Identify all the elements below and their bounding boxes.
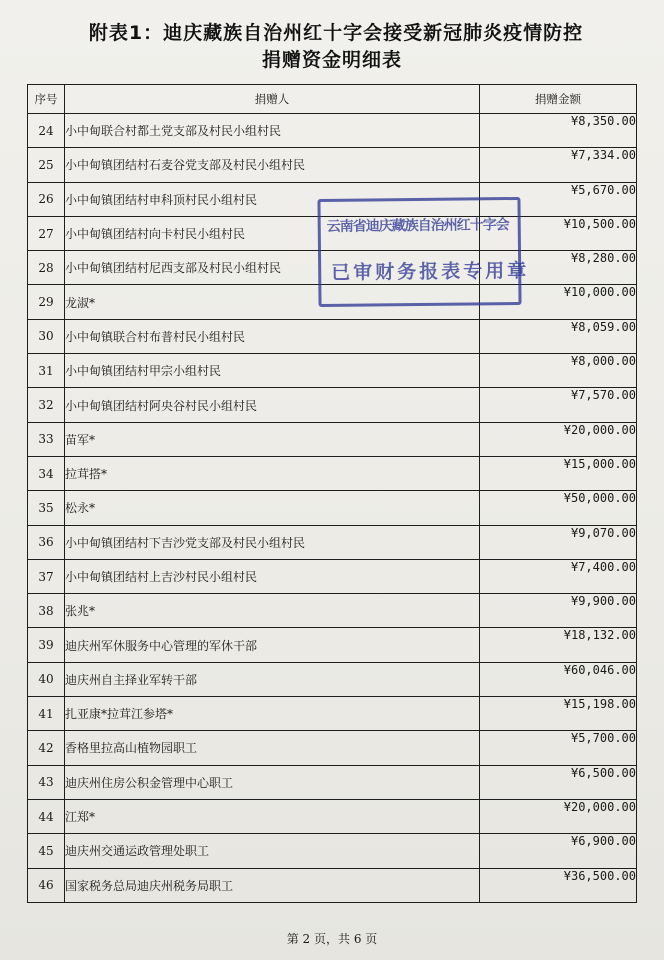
row-amount: ¥10,000.00 (480, 285, 637, 319)
row-number: 28 (28, 251, 65, 285)
row-donor: 江郑* (65, 799, 480, 833)
row-number: 39 (28, 628, 65, 662)
table-row (28, 594, 637, 628)
row-number: 40 (28, 662, 65, 696)
stamp-line2: 已审财务报表专用章 (331, 259, 530, 284)
page-number: 第 2 页，共 6 页 (286, 932, 378, 946)
row-number: 29 (28, 285, 65, 319)
header-donor: 捐赠人 (65, 85, 480, 114)
row-amount: ¥8,000.00 (480, 354, 637, 388)
row-donor: 松永* (65, 491, 480, 525)
row-amount: ¥7,400.00 (480, 559, 637, 593)
document-title-line2: 捐赠资金明细表 (261, 49, 402, 71)
table-row (28, 697, 637, 731)
table-row (28, 628, 637, 662)
table-row (28, 765, 637, 799)
row-amount: ¥15,000.00 (480, 456, 637, 490)
table-row (28, 456, 637, 490)
row-number: 31 (28, 354, 65, 388)
stamp-line1: 云南省迪庆藏族自治州红十字会 (326, 217, 509, 235)
table-row (28, 491, 637, 525)
row-amount: ¥60,046.00 (480, 662, 637, 696)
row-donor: 小中甸镇团结村石麦谷党支部及村民小组村民 (65, 148, 480, 182)
row-number: 24 (28, 114, 65, 148)
row-amount: ¥5,670.00 (480, 182, 637, 216)
row-donor: 小中甸镇团结村向卡村民小组村民 (65, 216, 480, 250)
row-donor: 迪庆州自主择业军转干部 (65, 662, 480, 696)
row-amount: ¥6,900.00 (480, 834, 637, 868)
document-title-line1: 附表1：迪庆藏族自治州红十字会接受新冠肺炎疫情防控 (88, 22, 584, 44)
row-amount: ¥15,198.00 (480, 697, 637, 731)
row-amount: ¥9,900.00 (480, 594, 637, 628)
row-number: 36 (28, 525, 65, 559)
row-donor: 小中甸联合村都土党支部及村民小组村民 (65, 114, 480, 148)
row-amount: ¥36,500.00 (480, 868, 637, 902)
table-row (28, 662, 637, 696)
row-amount: ¥7,570.00 (480, 388, 637, 422)
table-row (28, 799, 637, 833)
row-number: 41 (28, 697, 65, 731)
row-donor: 香格里拉高山植物园职工 (65, 731, 480, 765)
row-donor: 迪庆州住房公积金管理中心职工 (65, 765, 480, 799)
table-row (28, 422, 637, 456)
row-amount: ¥7,334.00 (480, 148, 637, 182)
row-amount: ¥6,500.00 (480, 765, 637, 799)
row-number: 42 (28, 731, 65, 765)
row-donor: 小中甸镇团结村尼西支部及村民小组村民 (65, 251, 480, 285)
row-number: 34 (28, 456, 65, 490)
row-donor: 小中甸镇团结村阿央谷村民小组村民 (65, 388, 480, 422)
row-number: 38 (28, 594, 65, 628)
row-amount: ¥9,070.00 (480, 525, 637, 559)
row-donor: 小中甸镇团结村申科顶村民小组村民 (65, 182, 480, 216)
row-number: 27 (28, 216, 65, 250)
header-number: 序号 (28, 85, 65, 114)
row-amount: ¥8,350.00 (480, 114, 637, 148)
table-row (28, 388, 637, 422)
table-row (28, 868, 637, 902)
row-amount: ¥20,000.00 (480, 799, 637, 833)
row-number: 44 (28, 799, 65, 833)
row-number: 30 (28, 319, 65, 353)
row-number: 33 (28, 422, 65, 456)
row-amount: ¥18,132.00 (480, 628, 637, 662)
row-amount: ¥8,059.00 (480, 319, 637, 353)
row-donor: 迪庆州军休服务中心管理的军休干部 (65, 628, 480, 662)
table-row (28, 834, 637, 868)
row-donor: 小中甸镇联合村布普村民小组村民 (65, 319, 480, 353)
row-number: 32 (28, 388, 65, 422)
row-number: 37 (28, 559, 65, 593)
row-number: 43 (28, 765, 65, 799)
row-number: 46 (28, 868, 65, 902)
table-row (28, 319, 637, 353)
row-donor: 小中甸镇团结村下吉沙党支部及村民小组村民 (65, 525, 480, 559)
table-row (28, 731, 637, 765)
row-donor: 迪庆州交通运政管理处职工 (65, 834, 480, 868)
header-amount: 捐赠金额 (480, 85, 637, 114)
row-amount: ¥5,700.00 (480, 731, 637, 765)
row-donor: 拉茸搭* (65, 456, 480, 490)
row-donor: 苗军* (65, 422, 480, 456)
row-donor: 龙淑* (65, 285, 480, 319)
row-amount: ¥20,000.00 (480, 422, 637, 456)
table-row (28, 148, 637, 182)
row-amount: ¥10,500.00 (480, 216, 637, 250)
official-seal-stamp (317, 197, 530, 307)
row-amount: ¥8,280.00 (480, 251, 637, 285)
row-donor: 张兆* (65, 594, 480, 628)
table-row (28, 525, 637, 559)
table-row (28, 354, 637, 388)
row-number: 35 (28, 491, 65, 525)
row-number: 26 (28, 182, 65, 216)
table-header-row (28, 85, 637, 114)
row-amount: ¥50,000.00 (480, 491, 637, 525)
row-number: 45 (28, 834, 65, 868)
table-row (28, 559, 637, 593)
row-donor: 小中甸镇团结村上吉沙村民小组村民 (65, 559, 480, 593)
row-donor: 扎亚康*拉茸江参塔* (65, 697, 480, 731)
row-donor: 国家税务总局迪庆州税务局职工 (65, 868, 480, 902)
row-number: 25 (28, 148, 65, 182)
table-row (28, 114, 637, 148)
row-donor: 小中甸镇团结村甲宗小组村民 (65, 354, 480, 388)
